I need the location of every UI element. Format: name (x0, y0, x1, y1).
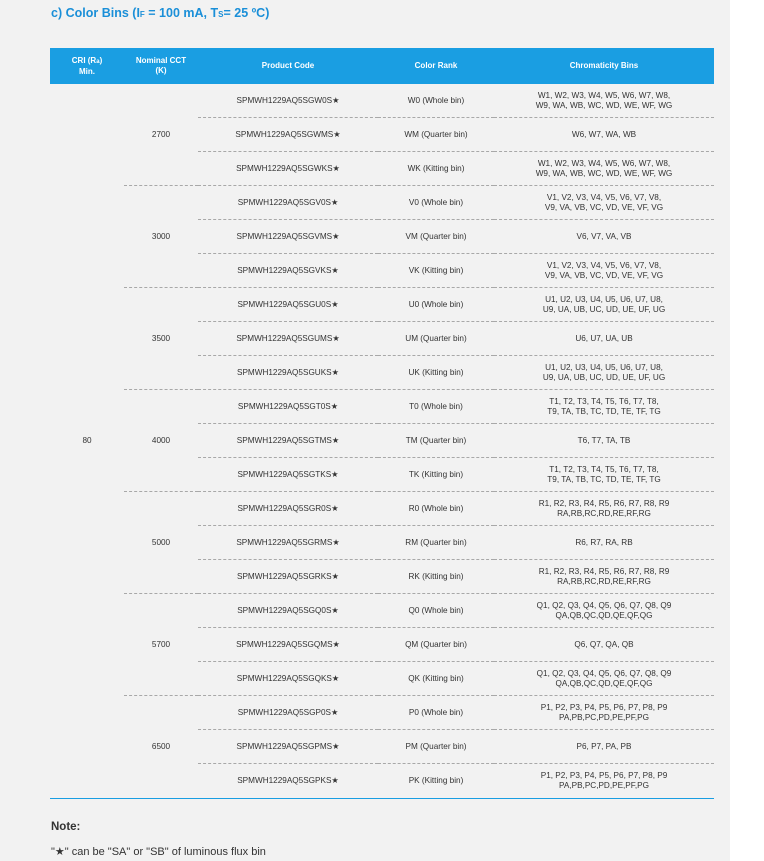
color-rank-cell: W0 (Whole bin) (378, 84, 494, 118)
product-code-cell: SPMWH1229AQ5SGPKS★ (237, 775, 339, 785)
table-bottom-rule (50, 798, 714, 799)
chromaticity-line: V6, V7, VA, VB (576, 231, 632, 241)
cri-value-cell: 80 (82, 435, 92, 445)
chromaticity-bins-cell (494, 186, 714, 220)
product-code-cell: SPMWH1229AQ5SGUKS★ (198, 356, 378, 390)
chromaticity-line: R1, R2, R3, R4, R5, R6, R7, R8, R9 (538, 498, 670, 508)
product-code-cell: SPMWH1229AQ5SGWMS★ (198, 118, 378, 152)
color-bins-table (50, 48, 714, 797)
color-rank-cell: QM (Quarter bin) (378, 628, 494, 662)
chromaticity-line: U1, U2, U3, U4, U5, U6, U7, U8, (545, 362, 663, 372)
chromaticity-line: T9, TA, TB, TC, TD, TE, TF, TG (547, 406, 661, 416)
chromaticity-line: U6, U7, UA, UB (575, 333, 633, 343)
color-rank-cell: V0 (Whole bin) (378, 186, 494, 220)
chromaticity-bins-cell (494, 764, 714, 798)
section-prefix: c) (51, 6, 63, 20)
product-code-cell: SPMWH1229AQ5SGQKS★ (198, 662, 378, 696)
color-rank-cell: WK (Kitting bin) (378, 152, 494, 186)
chromaticity-line: QA,QB,QC,QD,QE,QF,QG (555, 610, 653, 620)
table-row (50, 390, 714, 424)
product-code-cell: SPMWH1229AQ5SGT0S★ (198, 390, 378, 424)
chromaticity-bins-cell (494, 254, 714, 288)
chromaticity-line: V1, V2, V3, V4, V5, V6, V7, V8, (546, 260, 662, 270)
header-cri: CRI (Ra) Min. (50, 48, 124, 84)
color-rank-cell: U0 (Whole bin) (378, 288, 494, 322)
chromaticity-bins-cell (494, 594, 714, 628)
cct-value-cell: 6500 (151, 741, 171, 751)
cct-value-cell: 5700 (124, 594, 198, 696)
header-nominal-cct: Nominal CCT (K) (124, 48, 198, 84)
chromaticity-bins-cell (494, 424, 714, 458)
section-title-main: Color Bins (I (65, 6, 140, 20)
chromaticity-bins-cell (494, 696, 714, 730)
chromaticity-line: W1, W2, W3, W4, W5, W6, W7, W8, (537, 90, 671, 100)
chromaticity-line: V9, VA, VB, VC, VD, VE, VF, VG (544, 270, 664, 280)
chromaticity-line: PA,PB,PC,PD,PE,PF,PG (559, 780, 649, 790)
chromaticity-line: V9, VA, VB, VC, VD, VE, VF, VG (544, 202, 664, 212)
color-rank-cell: UM (Quarter bin) (378, 322, 494, 356)
section-title-mid: = 100 mA, T (144, 6, 219, 20)
table-row (50, 696, 714, 730)
color-rank-cell: TK (Kitting bin) (378, 458, 494, 492)
section-title-end: = 25 ºC) (223, 6, 270, 20)
color-bins-table-wrap (50, 48, 714, 797)
color-rank-cell: PM (Quarter bin) (378, 730, 494, 764)
color-rank-cell: T0 (Whole bin) (378, 390, 494, 424)
chromaticity-line: P6, P7, PA, PB (576, 741, 632, 751)
chromaticity-bins-cell (494, 560, 714, 594)
color-rank-cell: UK (Kitting bin) (378, 356, 494, 390)
chromaticity-line: W6, W7, WA, WB (571, 129, 637, 139)
chromaticity-line: T9, TA, TB, TC, TD, TE, TF, TG (547, 474, 661, 484)
table-row (50, 84, 714, 118)
product-code-cell: SPMWH1229AQ5SGRKS★ (198, 560, 378, 594)
table-row (50, 492, 714, 526)
chromaticity-line: R6, R7, RA, RB (575, 537, 633, 547)
chromaticity-bins-cell (494, 220, 714, 254)
chromaticity-line: Q1, Q2, Q3, Q4, Q5, Q6, Q7, Q8, Q9 (536, 600, 672, 610)
color-rank-cell: VM (Quarter bin) (378, 220, 494, 254)
chromaticity-line: W9, WA, WB, WC, WD, WE, WF, WG (535, 168, 673, 178)
product-code-cell: SPMWH1229AQ5SGP0S★ (198, 696, 378, 730)
chromaticity-line: U9, UA, UB, UC, UD, UE, UF, UG (542, 304, 666, 314)
table-body (50, 84, 714, 797)
chromaticity-bins-cell (494, 492, 714, 526)
product-code-cell: SPMWH1229AQ5SGVMS★ (198, 220, 378, 254)
chromaticity-line: T6, T7, TA, TB (577, 435, 631, 445)
product-code-cell: SPMWH1229AQ5SGWKS★ (198, 152, 378, 186)
product-code-cell: SPMWH1229AQ5SGQMS★ (198, 628, 378, 662)
product-code-cell: SPMWH1229AQ5SGPMS★ (198, 730, 378, 764)
chromaticity-bins-cell (494, 662, 714, 696)
cct-value-cell: 4000 (124, 390, 198, 492)
color-rank-cell: RM (Quarter bin) (378, 526, 494, 560)
chromaticity-line: P1, P2, P3, P4, P5, P6, P7, P8, P9 (540, 770, 668, 780)
color-rank-cell: R0 (Whole bin) (378, 492, 494, 526)
chromaticity-line: QA,QB,QC,QD,QE,QF,QG (555, 678, 653, 688)
header-product-code: Product Code (198, 48, 378, 84)
chromaticity-line: PA,PB,PC,PD,PE,PF,PG (559, 712, 649, 722)
chromaticity-line: R1, R2, R3, R4, R5, R6, R7, R8, R9 (538, 566, 670, 576)
table-row (50, 288, 714, 322)
chromaticity-line: W9, WA, WB, WC, WD, WE, WF, WG (535, 100, 673, 110)
chromaticity-bins-cell (494, 118, 714, 152)
section-title-sub-f: F (139, 10, 145, 19)
chromaticity-line: W1, W2, W3, W4, W5, W6, W7, W8, (537, 158, 671, 168)
cct-value-cell: 5000 (124, 492, 198, 594)
chromaticity-bins-cell (494, 458, 714, 492)
product-code-cell: SPMWH1229AQ5SGTMS★ (198, 424, 378, 458)
chromaticity-line: Q6, Q7, QA, QB (574, 639, 634, 649)
product-code-cell: SPMWH1229AQ5SGR0S★ (198, 492, 378, 526)
table-row (50, 186, 714, 220)
header-chromaticity-bins: Chromaticity Bins (494, 48, 714, 84)
header-color-rank: Color Rank (378, 48, 494, 84)
chromaticity-bins-cell (494, 322, 714, 356)
chromaticity-bins-cell (494, 288, 714, 322)
product-code-cell: SPMWH1229AQ5SGTKS★ (198, 458, 378, 492)
product-code-cell: SPMWH1229AQ5SGV0S★ (198, 186, 378, 220)
chromaticity-line: U1, U2, U3, U4, U5, U6, U7, U8, (545, 294, 663, 304)
chromaticity-line: U9, UA, UB, UC, UD, UE, UF, UG (542, 372, 666, 382)
chromaticity-bins-cell (494, 356, 714, 390)
table-row (50, 594, 714, 628)
chromaticity-line: V1, V2, V3, V4, V5, V6, V7, V8, (546, 192, 662, 202)
chromaticity-bins-cell (494, 526, 714, 560)
color-rank-cell: Q0 (Whole bin) (378, 594, 494, 628)
chromaticity-bins-cell (494, 390, 714, 424)
chromaticity-line: T1, T2, T3, T4, T5, T6, T7, T8, (549, 464, 659, 474)
color-rank-cell: TM (Quarter bin) (378, 424, 494, 458)
chromaticity-line: T1, T2, T3, T4, T5, T6, T7, T8, (549, 396, 659, 406)
product-code-cell: SPMWH1229AQ5SGU0S★ (198, 288, 378, 322)
chromaticity-bins-cell (494, 628, 714, 662)
cct-value-cell: 3000 (124, 186, 198, 288)
chromaticity-bins-cell (494, 152, 714, 186)
chromaticity-bins-cell (494, 84, 714, 118)
chromaticity-line: Q1, Q2, Q3, Q4, Q5, Q6, Q7, Q8, Q9 (536, 668, 672, 678)
product-code-cell: SPMWH1229AQ5SGW0S★ (198, 84, 378, 118)
chromaticity-line: P1, P2, P3, P4, P5, P6, P7, P8, P9 (540, 702, 668, 712)
section-title (51, 6, 269, 20)
color-rank-cell: VK (Kitting bin) (378, 254, 494, 288)
section-title-sub-s: S (218, 10, 224, 19)
note-text: "★" can be "SA" or "SB" of luminous flux bin (51, 846, 266, 858)
product-code-cell: SPMWH1229AQ5SGQ0S★ (198, 594, 378, 628)
product-code-cell: SPMWH1229AQ5SGUMS★ (198, 322, 378, 356)
cct-value-cell: 3500 (124, 288, 198, 390)
product-code-cell: SPMWH1229AQ5SGRMS★ (198, 526, 378, 560)
product-code-cell: SPMWH1229AQ5SGVKS★ (198, 254, 378, 288)
chromaticity-line: RA,RB,RC,RD,RE,RF,RG (557, 576, 651, 586)
color-rank-cell: RK (Kitting bin) (378, 560, 494, 594)
chromaticity-bins-cell (494, 730, 714, 764)
cct-value-cell: 2700 (124, 84, 198, 186)
note-title: Note: (51, 821, 81, 833)
chromaticity-line: RA,RB,RC,RD,RE,RF,RG (557, 508, 651, 518)
color-rank-cell: P0 (Whole bin) (378, 696, 494, 730)
color-rank-cell: QK (Kitting bin) (378, 662, 494, 696)
table-header-row (50, 48, 714, 84)
color-rank-cell: PK (Kitting bin) (408, 775, 464, 785)
color-rank-cell: WM (Quarter bin) (378, 118, 494, 152)
